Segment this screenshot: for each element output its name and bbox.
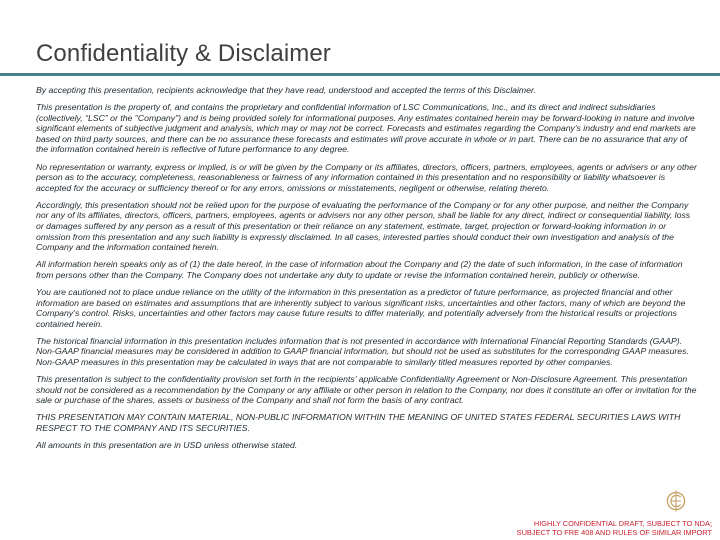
- confidential-footer-note: [517, 519, 712, 537]
- disclaimer-paragraph: By accepting this presentation, recipients acknowledge that they have read, understood and accepted the terms of this Disclaimer.: [36, 85, 536, 95]
- footer-line: SUBJECT TO FRE 408 AND RULES OF SIMILAR IMPORT: [516, 528, 712, 538]
- footer-line: HIGHLY CONFIDENTIAL DRAFT, SUBJECT TO NDA;: [533, 519, 712, 528]
- disclaimer-paragraph: No representation or warranty, express or implied, is or will be given by the Company or its affiliates, directors, officers, partners, employees, agents or advisers or any other person as to the accuracy, completeness, reasonableness or fairness of any information contained in this presentation and no responsibility or liability whatsoever is accepted for the accuracy or sufficiency thereof or for any errors, omissions or misstatements, negligent or otherwise, relating thereto.: [36, 161, 697, 193]
- title-divider: [0, 73, 720, 76]
- disclaimer-paragraph: This presentation is the property of, and contains the proprietary and confidential information of LSC Communications, Inc., and its direct and indirect subsidiaries (collectively, “LSC” or the "Company") and is being provided solely for informational purposes. Any estimates contained herein may be forward-looking in nature and involve significant elements of subjective judgment and analysis, which may or may not be correct. Forecasts and estimates regarding the Company's industry and end markets are based on third party sources, and there can be no assurance these forecasts and estimates will prove accurate in whole or in part. There can be no assurance that any of the information contained herein is reflective of future performance to any degree.: [36, 102, 696, 155]
- company-logo-icon: [664, 489, 688, 513]
- disclaimer-paragraph: All information herein speaks only as of (1) the date hereof, in the case of information about the Company and (2) the date of such information, in the case of information from persons other than the Company. The Company does not undertake any duty to update or revise the information contained herein, publicly or otherwise.: [36, 259, 683, 280]
- disclaimer-body: [36, 85, 700, 457]
- disclaimer-paragraph: The historical financial information in this presentation includes information that is not presented in accordance with International Financial Reporting Standards (GAAP). Non-GAAP financial measures may be considered in addition to GAAP financial information, but should not be used as substitutes for the corresponding GAAP measures. Non-GAAP measures in this presentation may be calculated in ways that are not comparable to similarly titled measures reported by other companies.: [36, 335, 689, 368]
- disclaimer-paragraph: This presentation is subject to the confidentiality provision set forth in the recipients’ applicable Confidentiality Agreement or Non-Disclosure Agreement. This presentation should not be considered as a recommendation by the Company or any affiliate or other person in relation to the Company, nor does it constitute an offer or invitation for the sale or purchase of the shares, assets or business of the Company and shall not form the basis of any contract.: [36, 374, 697, 406]
- disclaimer-paragraph: All amounts in this presentation are in USD unless otherwise stated.: [36, 440, 298, 451]
- disclaimer-paragraph: THIS PRESENTATION MAY CONTAIN MATERIAL, NON-PUBLIC INFORMATION WITHIN THE MEANING OF UNITED STATES FEDERAL SECURITIES LAWS WITH RESPECT TO THE COMPANY AND ITS SECURITIES.: [36, 412, 681, 434]
- disclaimer-paragraph: You are cautioned not to place undue reliance on the utility of the information in this presentation as a predictor of future performance, as projected financial and other information are based on estimates and assumptions that are inherently subject to various significant risks, uncertainties and other factors, many of which are beyond the Company’s control. Risks, uncertainties and other factors may cause future results to differ materially, and potentially adversely from the historical results or projections contained herein.: [36, 287, 686, 329]
- slide-title: Confidentiality & Disclaimer: [36, 40, 331, 67]
- disclaimer-paragraph: Accordingly, this presentation should not be relied upon for the purpose of evaluating the performance of the Company or for any other purpose, and neither the Company nor any of its affiliates, directors, officers, partners, employees, agents or advisers nor any other person, shall be liable for any direct, indirect or consequential liability, loss or damages suffered by any person as a result of this presentation or their reliance on any statement, estimate, target, projection or forward-looking information in or omission from this presentation and any such liability is expressly disclaimed. In all cases, interested parties should conduct their own investigation and analysis of the Company and the information contained herein.: [36, 199, 691, 253]
- circular-monogram-logo-icon: [664, 489, 688, 513]
